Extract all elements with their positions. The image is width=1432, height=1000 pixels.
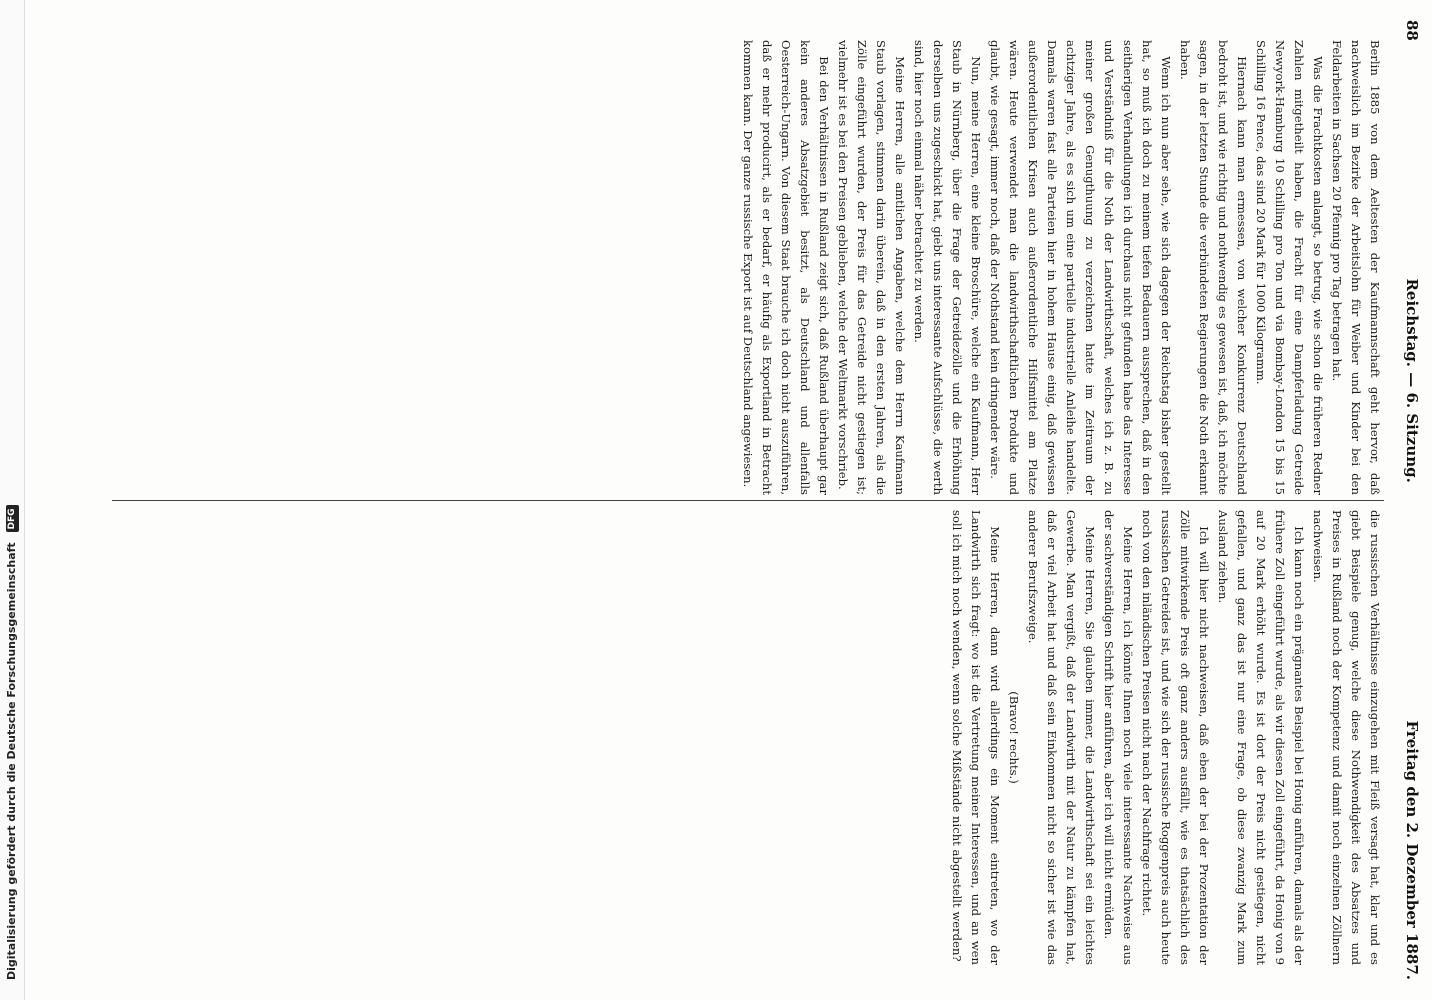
dfg-logo: DFG — [6, 505, 19, 532]
paragraph: Meine Herren, Sie glauben immer, die Landwirthschaft sei ein leichtes Gewerbe. Man vergißt, daß der Landwirth mit der Natur zu kämpfen hat, daß er viel Arbeit hat und daß sein Einkommen nicht so sicher ist wie das anderer Berufszweige. — [1026, 510, 1097, 965]
paragraph: Meine Herren, ich könnte Ihnen noch viele interessante Nachweise aus der sachverständigen Schrift hier anführen, aber ich will nicht ermüden. — [1102, 510, 1135, 965]
paragraph: Bei den Verhältnissen in Rußland zeigt sich, daß Rußland überhaupt gar kein anderes Absatzgebiet besitzt, als Deutschland und allenfalls Oesterreich-Ungarn. Von diesem Staat brauche ich doch nicht auszuführen, daß er mehr producirt, als er bedarf, er häufig als Exportland in Betracht kommen kann. Der ganze russische Export ist auf Deutschland angewiesen. — [741, 40, 831, 495]
header-title: Reichstag. — 6. Sitzung. — [1403, 278, 1421, 483]
footer-credit-text: Digitalisierung gefördert durch die Deutsche Forschungsgemeinschaft — [5, 542, 18, 980]
paragraph: Nun, meine Herren, eine kleine Broschüre, welche ein Kaufmann, Herr Staub in Nürnberg, über die Frage der Getreidezölle und die Erhöhung derselben uns zugeschickt hat, giebt uns interessante Aufschlüsse, die werth sind, hier noch einmal näher betrachtet zu werden. — [912, 40, 983, 495]
footer-strip — [0, 0, 25, 1000]
upper-column-text — [112, 40, 1384, 495]
paragraph: die russischen Verhältnisse einzugehen mit Fleiß versagt hat, klar und es giebt Beispiele genug, welche diese Nothwendigkeit des Absatzes und Preises in Rußland noch der Kompetenz und damit noch einzelnen Zöllnern nachweisen. — [1311, 510, 1382, 965]
paragraph: Wenn ich nun aber sehe, wie sich dagegen der Reichstag bisher gestellt hat, so muß ich doch zu meinem tiefen Bedauern aussprechen, daß in den seitherigen Verhandlungen ich durchaus nicht gefunden habe das Interesse und Verständniß für die Noth der Landwirthschaft, welches ich z. B. zu meiner großen Genugthuung zu verzeichnen hatte im Zeitraum der achtziger Jahre, als es sich um eine partielle industrielle Anleihe handelte. Damals waren fast alle Parteien hier in hohem Hause einig, daß gewissen außerordentlichen Krisen auch außerordentliche Hilfsmittel am Platze wären. Heute verwendet man die landwirthschaftlichen Produkte und glaubt, wie gesagt, immer noch, daß der Nothstand kein dringender wäre. — [988, 40, 1173, 495]
paragraph: Meine Herren, dann wird allerdings ein Moment eintreten, wo der Landwirth sich fragt: wo ist die Vertretung meiner Interessen, und an wen soll ich mich noch wenden, wenn solche Mißstände nicht abgestellt werden? — [950, 510, 1002, 965]
header-date: Freitag den 2. Dezember 1887. — [1403, 720, 1421, 980]
page-number: 88 — [1403, 20, 1421, 41]
footer-credit — [0, 0, 24, 1000]
lower-column-text — [112, 510, 1384, 965]
lower-column — [112, 510, 1384, 965]
paragraph: Ich kann noch ein prägnantes Beispiel bei Honig anführen, damals als der frühere Zoll eingeführt wurde, als wir diesen Zoll eingeführt, da Honig von 9 auf 20 Mark erhöht wurde. Es ist dort der Preis nicht gestiegen, nicht gefallen, und ganz das ist nur eine Frage, ob diese zwanzig Mark zum Ausland ziehen. — [1216, 510, 1306, 965]
paragraph: Ich will hier nicht nachweisen, daß eben der bei der Prozentation der Zölle mitwirkende Preis oft ganz anders ausfällt, wie es thatsächlich des russischen Getreides ist, und wie sich der russische Roggenpreis auch heute noch von den inländischen Preisen nicht nach der Nachfrage richtet. — [1140, 510, 1211, 965]
running-header — [1398, 20, 1426, 980]
paragraph: Berlin 1885 von dem Aeltesten der Kaufmannschaft geht hervor, daß nachweislich im Bezirke der Arbeitslohn für Weiber und Kinder bei den Feldarbeiten in Sachsen 20 Pfennig pro Tag betragen hat. — [1330, 40, 1382, 495]
upper-column — [112, 40, 1384, 495]
paragraph: Meine Herren, alle amtlichen Angaben, welche dem Herrn Kaufmann Staub vorlagen, stimmen darin überein, daß in den ersten Jahren, als die Zölle eingeführt wurden, der Preis für das Getreide nicht gestiegen ist; vielmehr ist es bei den Preisen geblieben, welche der Weltmarkt vorschrieb. — [836, 40, 907, 495]
paragraph: Hiernach kann man ermessen, von welcher Konkurrenz Deutschland bedroht ist, und wie richtig und nothwendig es gewesen ist, daß, ich möchte sagen, in der letzten Stunde die verbündeten Regierungen die Noth erkannt haben. — [1178, 40, 1249, 495]
column-divider — [112, 500, 1384, 501]
applause-note: (Bravo! rechts.) — [1007, 691, 1021, 784]
paragraph: Was die Frachtkosten anlangt, so betrug, wie schon die früheren Redner Zahlen mitgetheilt haben, die Fracht für eine Dampferladung Getreide Newyork-Hamburg 10 Schilling pro Ton und via Bombay-London 15 bis 15 Schilling 16 Pence, das sind 20 Mark für 1000 Kilogramm. — [1254, 40, 1325, 495]
